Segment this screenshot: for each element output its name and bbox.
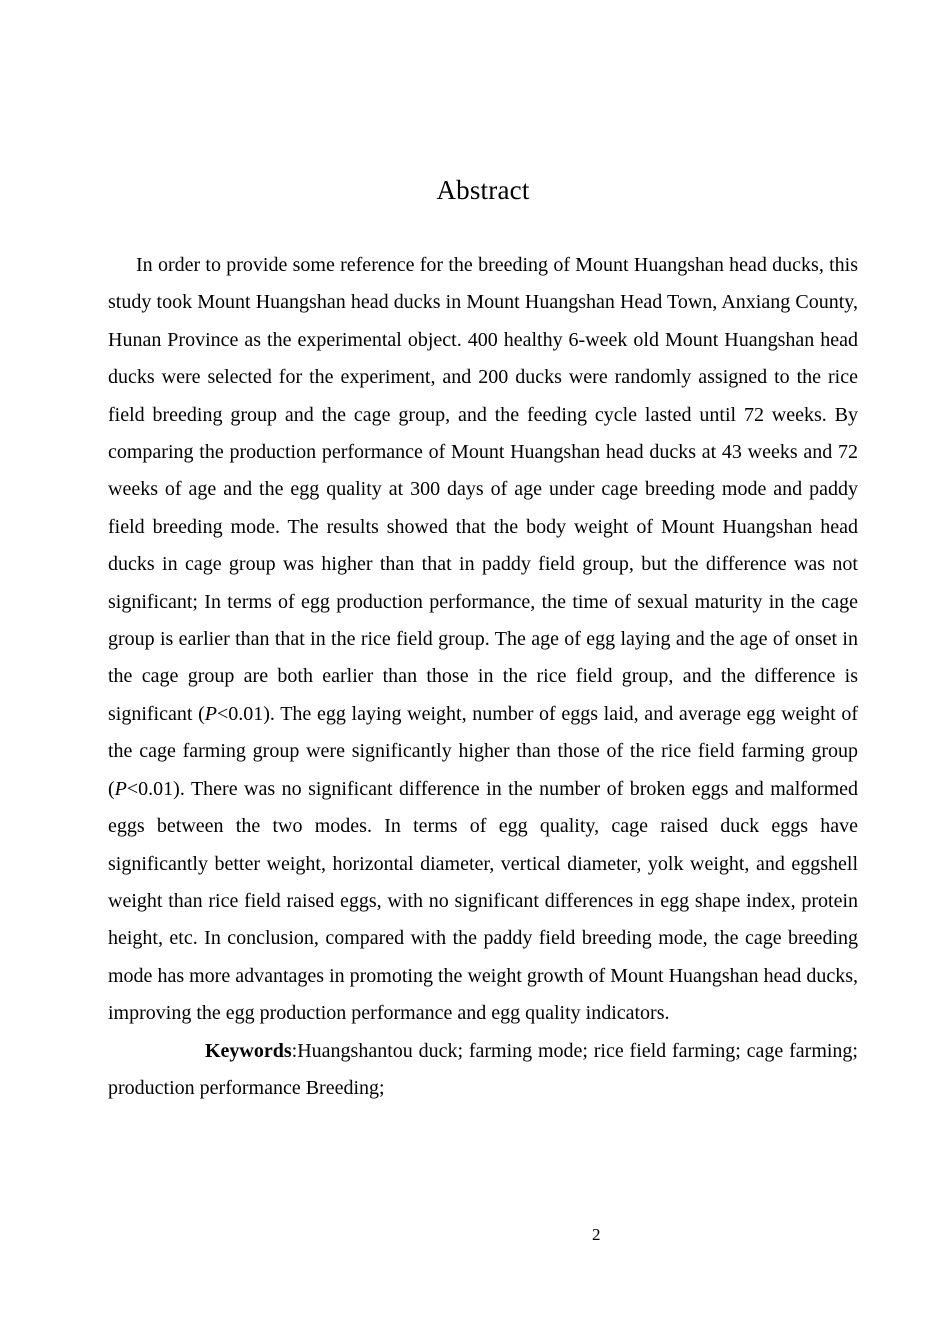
keywords-paragraph <box>108 1033 858 1108</box>
keywords-text: :Huangshantou duck; farming mode; rice field farming; cage farming; production performance Breeding; <box>108 1039 858 1099</box>
abstract-section <box>108 247 858 1107</box>
abstract-text-run: In order to provide some reference for the breeding of Mount Huangshan head ducks, this study took Mount Huangshan head ducks in Mount Huangshan Head Town, Anxiang County, Hunan Province as the experimental object. 400 healthy 6-week old Mount Huangshan head ducks were selected for the experiment, and 200 ducks were randomly assigned to the rice field breeding group and the cage group, and the feeding cycle lasted until 72 weeks. By comparing the production performance of Mount Huangshan head ducks at 43 weeks and 72 weeks of age and the egg quality at 300 days of age under cage breeding mode and paddy field breeding mode. The results showed that the body weight of Mount Huangshan head ducks in cage group was higher than that in paddy field group, but the difference was not significant; In terms of egg production performance, the time of sexual maturity in the cage group is earlier than that in the rice field group. The age of egg laying and the age of onset in the cage group are both earlier than those in the rice field group, and the difference is significant ( <box>108 254 858 725</box>
abstract-text-run: <0.01). The egg laying weight, number of eggs laid, and average egg weight of the cage farming group were significantly higher than those of the rice field farming group ( <box>108 702 858 800</box>
page-title: Abstract <box>436 175 530 205</box>
page-number: 2 <box>592 1225 601 1244</box>
p-value-symbol-italic: P <box>204 702 217 725</box>
p-value-symbol-italic: P <box>114 777 127 800</box>
keywords-label: Keywords <box>205 1039 292 1062</box>
abstract-paragraph <box>108 247 858 1033</box>
abstract-text-run: <0.01). There was no significant difference in the number of broken eggs and malformed eggs between the two modes. In terms of egg quality, cage raised duck eggs have significantly better weight, horizontal diameter, vertical diameter, yolk weight, and eggshell weight than rice field raised eggs, with no significant differences in egg shape index, protein height, etc. In conclusion, compared with the paddy field breeding mode, the cage breeding mode has more advantages in promoting the weight growth of Mount Huangshan head ducks, improving the egg production performance and egg quality indicators. <box>108 777 858 1025</box>
